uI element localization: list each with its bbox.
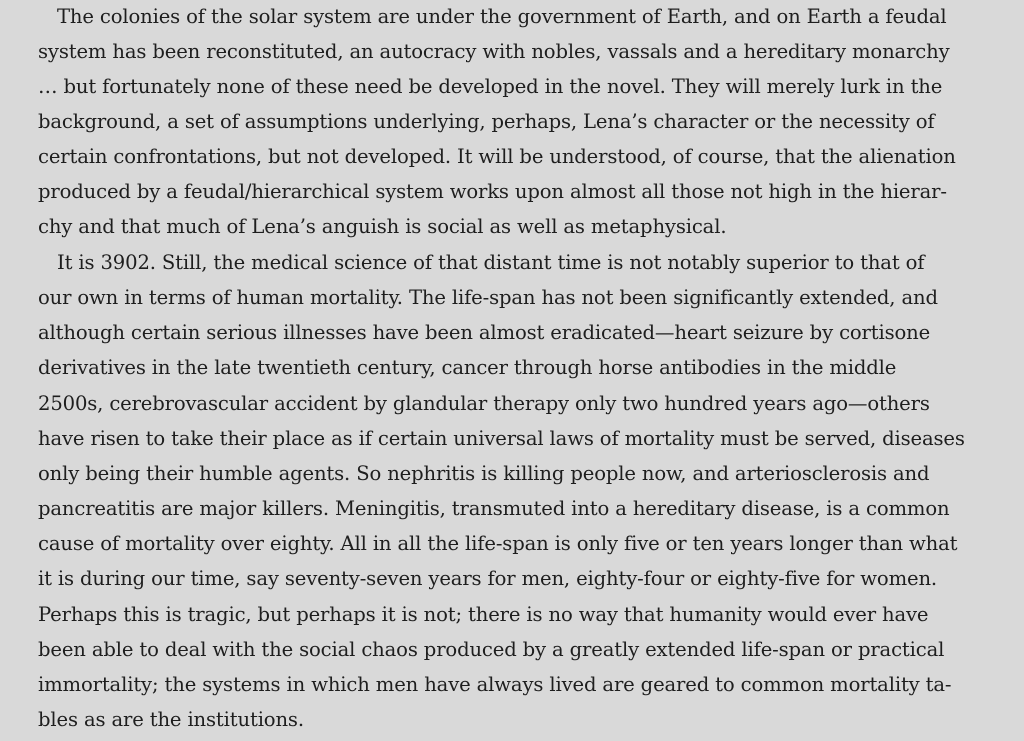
text-line: have risen to take their place as if certain universal laws of mortality must be served, diseases — [38, 427, 965, 450]
text-line: bles as are the institutions. — [38, 708, 304, 731]
text-line: certain confrontations, but not developed. It will be understood, of course, that the alienation — [38, 145, 956, 168]
text-line: The colonies of the solar system are under the government of Earth, and on Earth a feudal — [57, 5, 947, 28]
text-line: although certain serious illnesses have been almost eradicated—heart seizure by cortisone — [38, 321, 931, 344]
text-line: … but fortunately none of these need be developed in the novel. They will merely lurk in the — [38, 75, 943, 98]
text-line: our own in terms of human mortality. The life-span has not been significantly extended, and — [38, 286, 938, 309]
text-line: cause of mortality over eighty. All in all the life-span is only five or ten years longer than what — [38, 532, 958, 555]
text-line: derivatives in the late twentieth century, cancer through horse antibodies in the middle — [38, 356, 897, 379]
text-line: immortality; the systems in which men have always lived are geared to common mortality ta- — [38, 673, 952, 696]
text-line: it is during our time, say seventy-seven years for men, eighty-four or eighty-five for women. — [38, 567, 937, 590]
text-line: produced by a feudal/hierarchical system works upon almost all those not high in the hierar- — [38, 180, 947, 203]
text-line: only being their humble agents. So nephritis is killing people now, and arteriosclerosis and — [38, 462, 930, 485]
text-line: background, a set of assumptions underlying, perhaps, Lena’s character or the necessity of — [38, 110, 935, 133]
text-line: 2500s, cerebrovascular accident by glandular therapy only two hundred years ago—others — [38, 392, 930, 415]
text-line: chy and that much of Lena’s anguish is social as well as metaphysical. — [38, 215, 727, 238]
text-line: It is 3902. Still, the medical science of that distant time is not notably superior to that of — [57, 251, 925, 274]
text-line: been able to deal with the social chaos produced by a greatly extended life-span or practical — [38, 638, 945, 661]
text-line: Perhaps this is tragic, but perhaps it is not; there is no way that humanity would ever have — [38, 603, 929, 626]
text-line: pancreatitis are major killers. Meningitis, transmuted into a hereditary disease, is a common — [38, 497, 950, 520]
text-line: system has been reconstituted, an autocracy with nobles, vassals and a hereditary monarchy — [38, 40, 950, 63]
